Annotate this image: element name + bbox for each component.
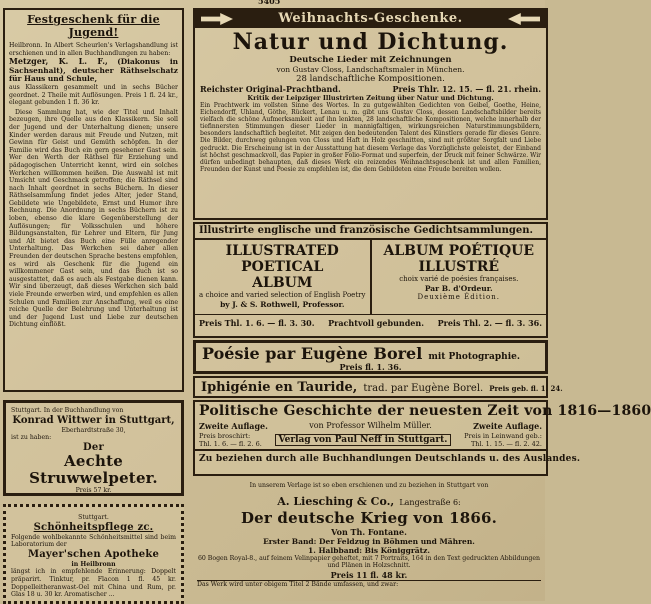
banner-title: Weihnachts-Geschenke. xyxy=(278,11,463,26)
ad-address: Langestraße 6: xyxy=(399,497,461,507)
book-title: Politische Geschichte der neuesten Zeit von 1816—1860 xyxy=(199,403,651,419)
review-text: Ein Prachtwerk im vollsten Sinne des Wortes. In zu gutgewählten Gedichten von Geibel, Goethe, Heine, Eichendorff, Uhland, Göthe, Rückert, Lenau u. m. gibt uns Gustav Closs, dessen Landschaftsbilder bereits vielfach die schöne Aufmerksamkeit auf ihn lenkten, 28 landschaftliche Kompositionen, welche innerhalb der tiefinnersten Stimmungen dieser Lieder in mannigfaltigen, wirkungsreichen Naturstimmungsbildern, besonders landschaftlich begleitet. Mit zeigen den bedeutenden Talent des Künstlers gerade für dieses Genre. Die Bilder, durchweg gelungen von Closs und Haft in Holz geschnitten, sind mit größter Sorgfalt und Liebe gedruckt. Die Erscheinung ist in der Ausstattung hat diesem Verlage das Vorzüglichste geleistet, der Einband ist höchst geschmackvoll, das Papier in großer Folio-Format und superfein, der Druck mit feiner Schwärze. Wir dürfen unbedingt behaupten, daß dieses Werk ein reizendes Weihnachtsgeschenk ist und allen Familien, Freunden der Kunst und Poesie zu empfehlen ist, die dem Gebildeten eine Freude bereiten wollen. xyxy=(200,102,541,173)
book-compositions: 28 landschaftliche Kompositionen. xyxy=(296,74,445,84)
price-english: Preis Thl. 1. 6. — fl. 3. 30. xyxy=(199,318,315,328)
album-title: ILLUSTRATED POETICAL xyxy=(225,243,339,275)
album-edition: Deuxième Édition. xyxy=(417,293,500,301)
book-price: Preis geb. fl. 1. 24. xyxy=(489,384,563,393)
book-title: Der deutsche Krieg von 1866. xyxy=(240,508,498,527)
english-album xyxy=(195,240,372,314)
ad-body: Diese Sammlung hat, wie der Titel und Inhalt bezeugen, ihre Quelle aus den Klassikern. Sie soll der Jugend und der Unterhaltung dienen; unsere Kinder werden daraus mit Freude und Nutzen, mit Gewinn für Geist und Gemüth schöpfen. In der Familie wird das Buch ein gern gesehener Gast sein. Wer den Werth der Räthsel für Erziehung und pädagogischen Unterricht kennt, wird ein solches Werkchen willkommen heißen. Die Auswahl ist mit Umsicht und Geschmack getroffen; die Räthsel sind nach Inhalt geordnet in sechs Büchern. In dieser Räthselsammlung findet jedes Alter, jeder Stand, Gebildete wie Ungebildete, Ernst und Humor ihre Rechnung. Die Anordnung in sechs Büchern ist zu loben, ebenso die klare Gegenüberstellung der Auflösungen; für Volksschulen und höhere Bildungsanstalten, für Lehrer und Eltern, für Jung und Alt bietet das Buch eine Fülle anregender Unterhaltung. Das Werkchen sei daher allen Freunden der deutschen Sprache bestens empfohlen, es wird als Geschenk für die Jugend ein willkommener Gast sein, und das Buch ist so ausgestattet, daß es auch als Festgabe dienen kann. Wir sind überzeugt, daß dieses Werkchen sich bald viele Freunde erwerben wird, und empfehlen es allen Schulen und Familien zur Anschaffung, weil es eine reiche Quelle der Belehrung und Unterhaltung ist und der Jugend Lust und Liebe zur deutschen Dichtung einflößt. xyxy=(9,108,178,329)
ad-iphigenie xyxy=(193,376,563,398)
ad-beauty-care xyxy=(3,504,184,604)
ad-tail: Das Werk wird unter obigem Titel 2 Bände umfassen, und zwar: xyxy=(197,580,541,589)
price-right-label: Preis in Leinwand geb.: xyxy=(464,432,542,440)
ad-price: Preis 57 kr. xyxy=(75,486,112,494)
album-title: ALBUM POÉTIQUE xyxy=(383,243,535,259)
ad-city: in Heilbronn xyxy=(71,560,116,568)
ad-address: Eberhardtstraße 30, xyxy=(61,426,126,434)
binding-note: Prachtvoll gebunden. xyxy=(328,318,424,328)
ad-pharmacy: Mayer'schen Apotheke xyxy=(27,548,160,560)
ad-body1: Folgende wohlbekannte Schönheitsmittel sind beim Laboratorium der xyxy=(11,533,176,549)
ad-publisher: A. Liesching & Co., xyxy=(277,494,395,508)
price-right xyxy=(464,432,542,448)
ad-line1: Stuttgart. In der Buchhandlung von xyxy=(11,407,124,414)
edition-left: Zweite Auflage. xyxy=(199,421,268,431)
banner xyxy=(195,10,546,28)
price-french: Preis Thl. 2. — fl. 3. 36. xyxy=(437,318,542,328)
ad-publisher: Konrad Wittwer in Stuttgart, xyxy=(12,414,175,426)
section-header: Illustrirte englische und französische Gedichtsammlungen. xyxy=(195,224,546,240)
book-desc: 60 Bogen Royal-8., auf feinem Velinpapier geheftet, mit 7 Portraits, 164 in den Text gedruckten Abbildungen und Plänen in Holzschnitt. xyxy=(197,554,541,570)
ad-line2: ist zu haben: xyxy=(11,434,52,442)
ad-description: aus Klassikern gesammelt und in sechs Bücher geordnet. 2 Theile mit Auflösungen. Preis 1 fl. 24 kr., elegant gebunden 1 fl. 36 kr. xyxy=(9,83,178,107)
ad-riddle-book xyxy=(3,8,184,392)
book-part: 1. Halbband: Bis Königgrätz. xyxy=(308,545,430,555)
book-price: Preis Thlr. 12. 15. — fl. 21. rhein. xyxy=(392,84,541,94)
footer-note: Zu beziehen durch alle Buchhandlungen Deutschlands u. des Auslandes. xyxy=(195,449,546,467)
edition-right: Zweite Auflage. xyxy=(473,421,542,431)
publisher: Verlag von Paul Neff in Stuttgart. xyxy=(275,434,452,446)
book-title: Poésie par Eugène Borel xyxy=(202,344,423,363)
ad-body2: längst ich in empfehlende Erinnerung: Doppelt präparirt. Tinktur, pr. Flacon 1 fl. 45 kr. Doppelleitheranwast-Oel mit China und Rum, pr. Glas 18 u. 30 kr. Aromatischer ... xyxy=(11,568,176,599)
book-translator: trad. par Eugène Borel. xyxy=(363,383,484,394)
price-right-value: Thl. 1. 15. — fl. 2. 42. xyxy=(470,440,542,448)
book-suffix: mit Photographie. xyxy=(428,352,520,362)
ad-political-history xyxy=(193,400,651,476)
price-left-label: Preis broschirt: xyxy=(199,432,251,440)
price-left-value: Thl. 1. 6. — fl. 2. 6. xyxy=(199,440,262,448)
album-title-2: ILLUSTRÉ xyxy=(418,259,499,275)
album-title-2: ALBUM xyxy=(252,275,313,291)
ad-place: Stuttgart. xyxy=(78,514,109,521)
book-author: von Gustav Closs, Landschaftsmaler in München. xyxy=(276,65,465,74)
review-heading: Kritik der Leipziger Illustrirten Zeitung über Natur und Dichtung. xyxy=(247,94,494,102)
ad-struwwelpeter xyxy=(3,400,184,496)
book-subtitle: Deutsche Lieder mit Zeichnungen xyxy=(289,55,452,65)
book-volume: Erster Band: Der Feldzug in Böhmen und Mähren. xyxy=(263,536,475,546)
album-editor: by J. & S. Rothwell, Professor. xyxy=(220,300,345,309)
ad-poesie-borel xyxy=(193,340,548,374)
french-album xyxy=(372,240,547,314)
ad-book-title: (Diakonus in Sachsenhalt), deutscher Räthselschatz für Haus und Schule, xyxy=(9,57,178,84)
book-binding: Reichster Original-Prachtband. xyxy=(200,84,341,94)
album-desc: a choice and varied selection of English Poetry xyxy=(199,291,366,299)
ad-fontane-war xyxy=(193,480,545,601)
ad-author: Metzger, K. L. F., xyxy=(9,56,108,67)
book-price: Preis fl. 1. 36. xyxy=(339,362,402,372)
ad-book-title: Aechte Struwwelpeter. xyxy=(29,451,158,487)
page-number-fragment: 5405 xyxy=(258,0,281,6)
book-author: von Professor Wilhelm Müller. xyxy=(309,421,432,430)
ad-poetry-albums xyxy=(193,222,548,338)
album-editor: Par B. d'Ordeur. xyxy=(424,284,493,293)
book-title: Natur und Dichtung. xyxy=(232,29,509,55)
ad-natur-und-dichtung xyxy=(193,8,548,220)
price-left xyxy=(199,432,262,448)
book-title: Iphigénie en Tauride, xyxy=(201,380,358,395)
ad-title: Schönheitspflege zc. xyxy=(33,521,154,533)
ad-intro: Heilbronn. In Albert Scheurlen's Verlagshandlung ist erschienen und in allen Buchhandlungen zu haben: xyxy=(9,42,178,57)
book-price: Preis 11 fl. 48 kr. xyxy=(330,569,408,580)
album-desc: choix varié de poésies françaises. xyxy=(399,275,519,283)
book-author: Von Th. Fontane. xyxy=(331,526,407,537)
ad-prefix: Der xyxy=(83,441,104,453)
ad-intro: In unserem Verlage ist so eben erschienen und zu beziehen in Stuttgart von xyxy=(249,482,489,489)
ad-title: Festgeschenk für die Jugend! xyxy=(27,13,160,39)
